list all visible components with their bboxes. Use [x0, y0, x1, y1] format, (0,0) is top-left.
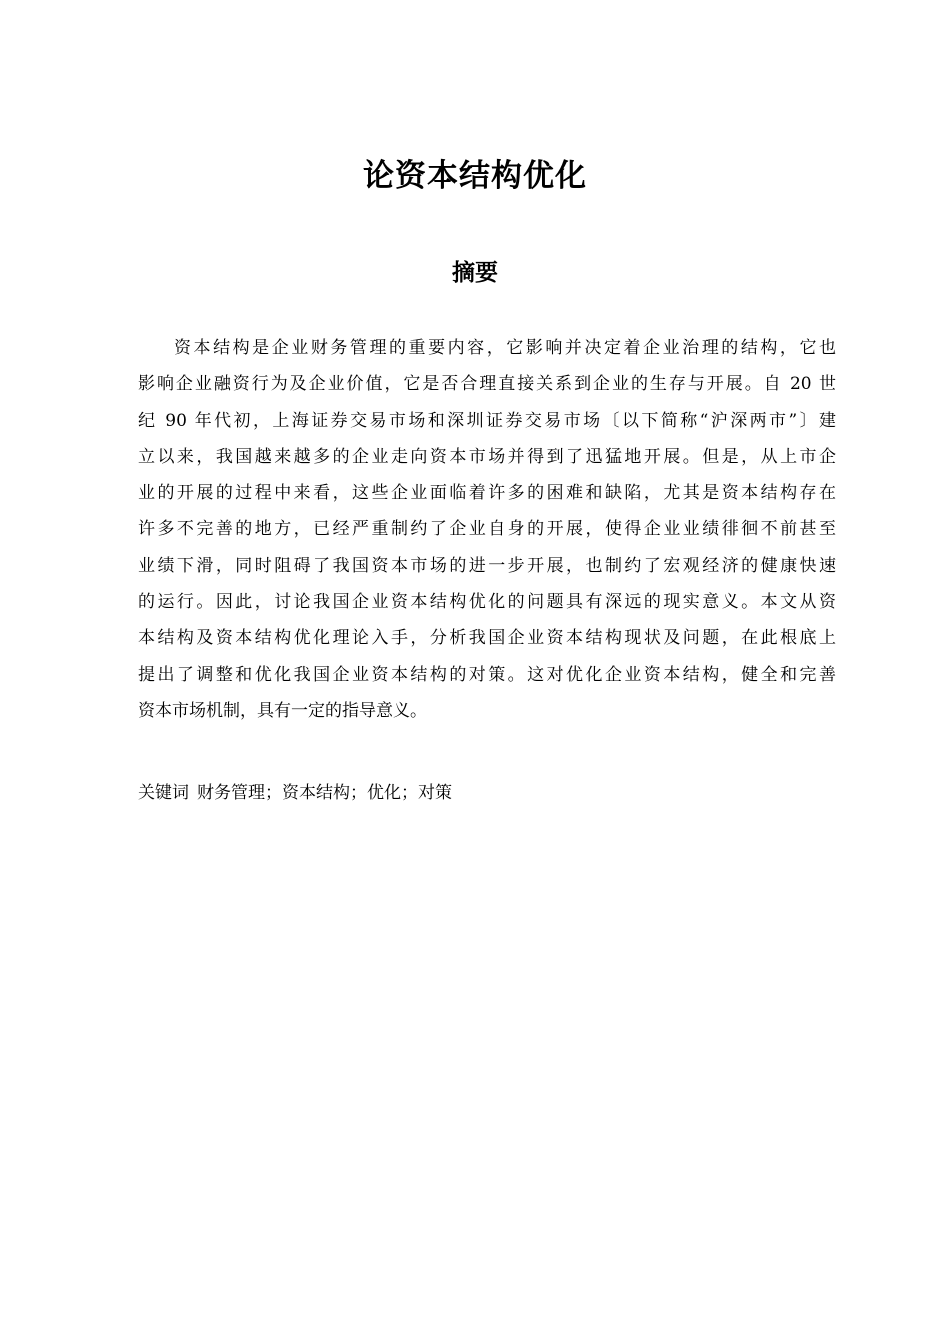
- keywords-line: [138, 775, 836, 811]
- abstract-line: 影响企业融资行为及企业价值，它是否合理直接关系到企业的生存与开展。自 20 世: [138, 374, 836, 395]
- abstract-line: 业的开展的过程中来看，这些企业面临着许多的困难和缺陷，尤其是资本结构存在: [138, 483, 836, 504]
- abstract-line: 资本市场机制，具有一定的指导意义。: [138, 700, 427, 721]
- abstract-line: 本结构及资本结构优化理论入手，分析我国企业资本结构现状及问题，在此根底上: [138, 628, 836, 649]
- abstract-line: 业绩下滑，同时阻碍了我国资本市场的进一步开展，也制约了宏观经济的健康快速: [138, 555, 836, 576]
- abstract-line: 资本结构是企业财务管理的重要内容，它影响并决定着企业治理的结构，它也: [174, 338, 836, 358]
- abstract-line: 的运行。因此，讨论我国企业资本结构优化的问题具有深远的现实意义。本文从资: [138, 592, 836, 613]
- abstract-line: 纪 90 年代初，上海证券交易市场和深圳证券交易市场〔以下简称“沪深两市”〕建: [138, 410, 836, 431]
- abstract-line: 立以来，我国越来越多的企业走向资本市场并得到了迅猛地开展。但是，从上市企: [138, 446, 836, 467]
- abstract-line: 提出了调整和优化我国企业资本结构的对策。这对优化企业资本结构，健全和完善: [138, 664, 836, 685]
- abstract-line: 许多不完善的地方，已经严重制约了企业自身的开展，使得企业业绩徘徊不前甚至: [138, 519, 836, 540]
- document-title: 论资本结构优化: [363, 158, 587, 194]
- keywords-label: 关键词: [138, 783, 189, 803]
- abstract-body: [138, 330, 836, 729]
- abstract-heading: 摘要: [452, 260, 498, 286]
- keywords-text: 财务管理；资本结构；优化；对策: [197, 783, 452, 803]
